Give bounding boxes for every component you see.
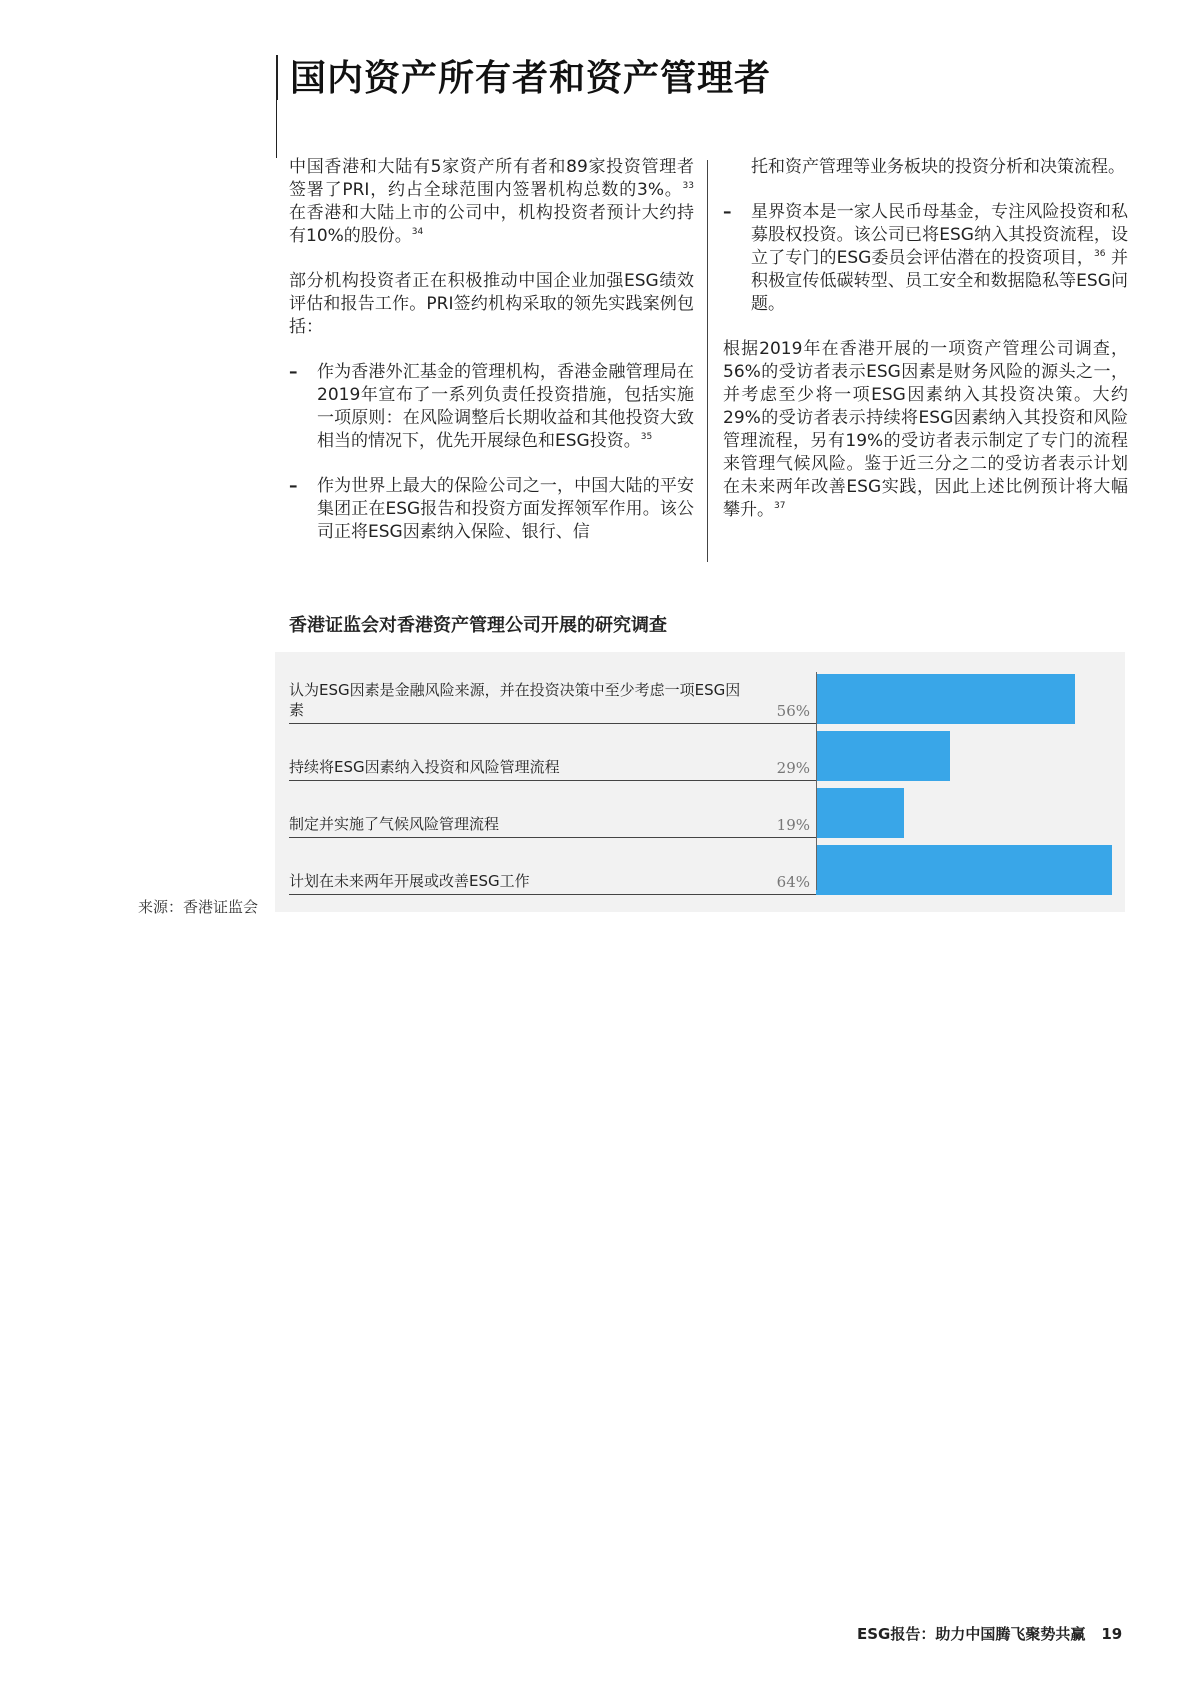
chart-value-label: 29% [776,759,810,777]
chart-bar [816,731,950,781]
chart-title: 香港证监会对香港资产管理公司开展的研究调查 [289,615,667,636]
bullet-pingan: – 作为世界上最大的保险公司之一，中国大陆的平安集团正在ESG报告和投资方面发挥领军作用。该公司正将ESG因素纳入保险、银行、信 [289,476,694,542]
column-separator [707,160,708,562]
chart-row [289,729,816,781]
bullet-pingan-continued: 托和资产管理等业务板块的投资分析和决策流程。 [751,157,1125,177]
chart-row-rule [289,780,816,781]
chart-value-label: 19% [776,816,810,834]
source-note: 来源：香港证监会 [138,898,259,916]
title-rule [276,55,278,100]
chart-category-label: 制定并实施了气候风险管理流程 [289,815,500,833]
left-column [289,156,694,566]
chart-bar [816,845,1112,895]
right-column [723,156,1128,544]
chart-row-rule [289,837,816,838]
chart-category-label: 计划在未来两年开展或改善ESG工作 [289,872,530,890]
footer-title: ESG报告：助力中国腾飞聚势共赢 [857,1625,1086,1643]
practices-paragraph: 部分机构投资者正在积极推动中国企业加强ESG绩效评估和报告工作。PRI签约机构采取的领先实践案例包括： [289,271,694,337]
chart-axis-line [816,672,817,890]
title-rule-extension [276,100,277,158]
page-title: 国内资产所有者和资产管理者 [290,58,772,99]
intro-paragraph: 中国香港和大陆有5家资产所有者和89家投资管理者签署了PRI，约占全球范围内签署机构总数的3%。$^{33}$在香港和大陆上市的公司中，机构投资者预计大约持有10%的股份。$^{34}$ [289,157,694,246]
bullet-hkma: – 作为香港外汇基金的管理机构，香港金融管理局在2019年宣布了一系列负责任投资措施，包括实施一项原则：在风险调整后长期收益和其他投资大致相当的情况下，优先开展绿色和ESG投资。$^{35}$ [289,362,694,451]
page-number: 19 [1101,1625,1123,1643]
bullet-starry-capital: – 星界资本是一家人民币母基金，专注风险投资和私募股权投资。该公司已将ESG纳入其投资流程，设立了专门的ESG委员会评估潜在的投资项目，$^{36}$ 并积极宣传低碳转型、员工安全和数据隐私等ESG问题。 [723,202,1128,314]
page-footer [857,1623,1122,1644]
chart-category-label: 认为ESG因素是金融风险来源，并在投资决策中至少考虑一项ESG因素 [289,681,741,719]
survey-paragraph: 根据2019年在香港开展的一项资产管理公司调查，56%的受访者表示ESG因素是财务风险的源头之一，并考虑至少将一项ESG因素纳入其投资决策。大约29%的受访者表示持续将ESG因素纳入其投资和风险管理流程，另有19%的受访者表示制定了专门的流程来管理气候风险。鉴于近三分之二的受访者表示计划在未来两年改善ESG实践，因此上述比例预计将大幅攀升。$^{37}$ [723,339,1128,520]
chart-category-label: 持续将ESG因素纳入投资和风险管理流程 [289,758,560,776]
chart-value-label: 56% [776,702,810,720]
chart-bar [816,674,1075,724]
chart-row [289,786,816,838]
chart-row [289,843,816,895]
chart-bar [816,788,904,838]
chart-row-rule [289,723,816,724]
chart-row [289,672,816,724]
chart-row-rule [289,894,816,895]
chart-value-label: 64% [776,873,810,891]
